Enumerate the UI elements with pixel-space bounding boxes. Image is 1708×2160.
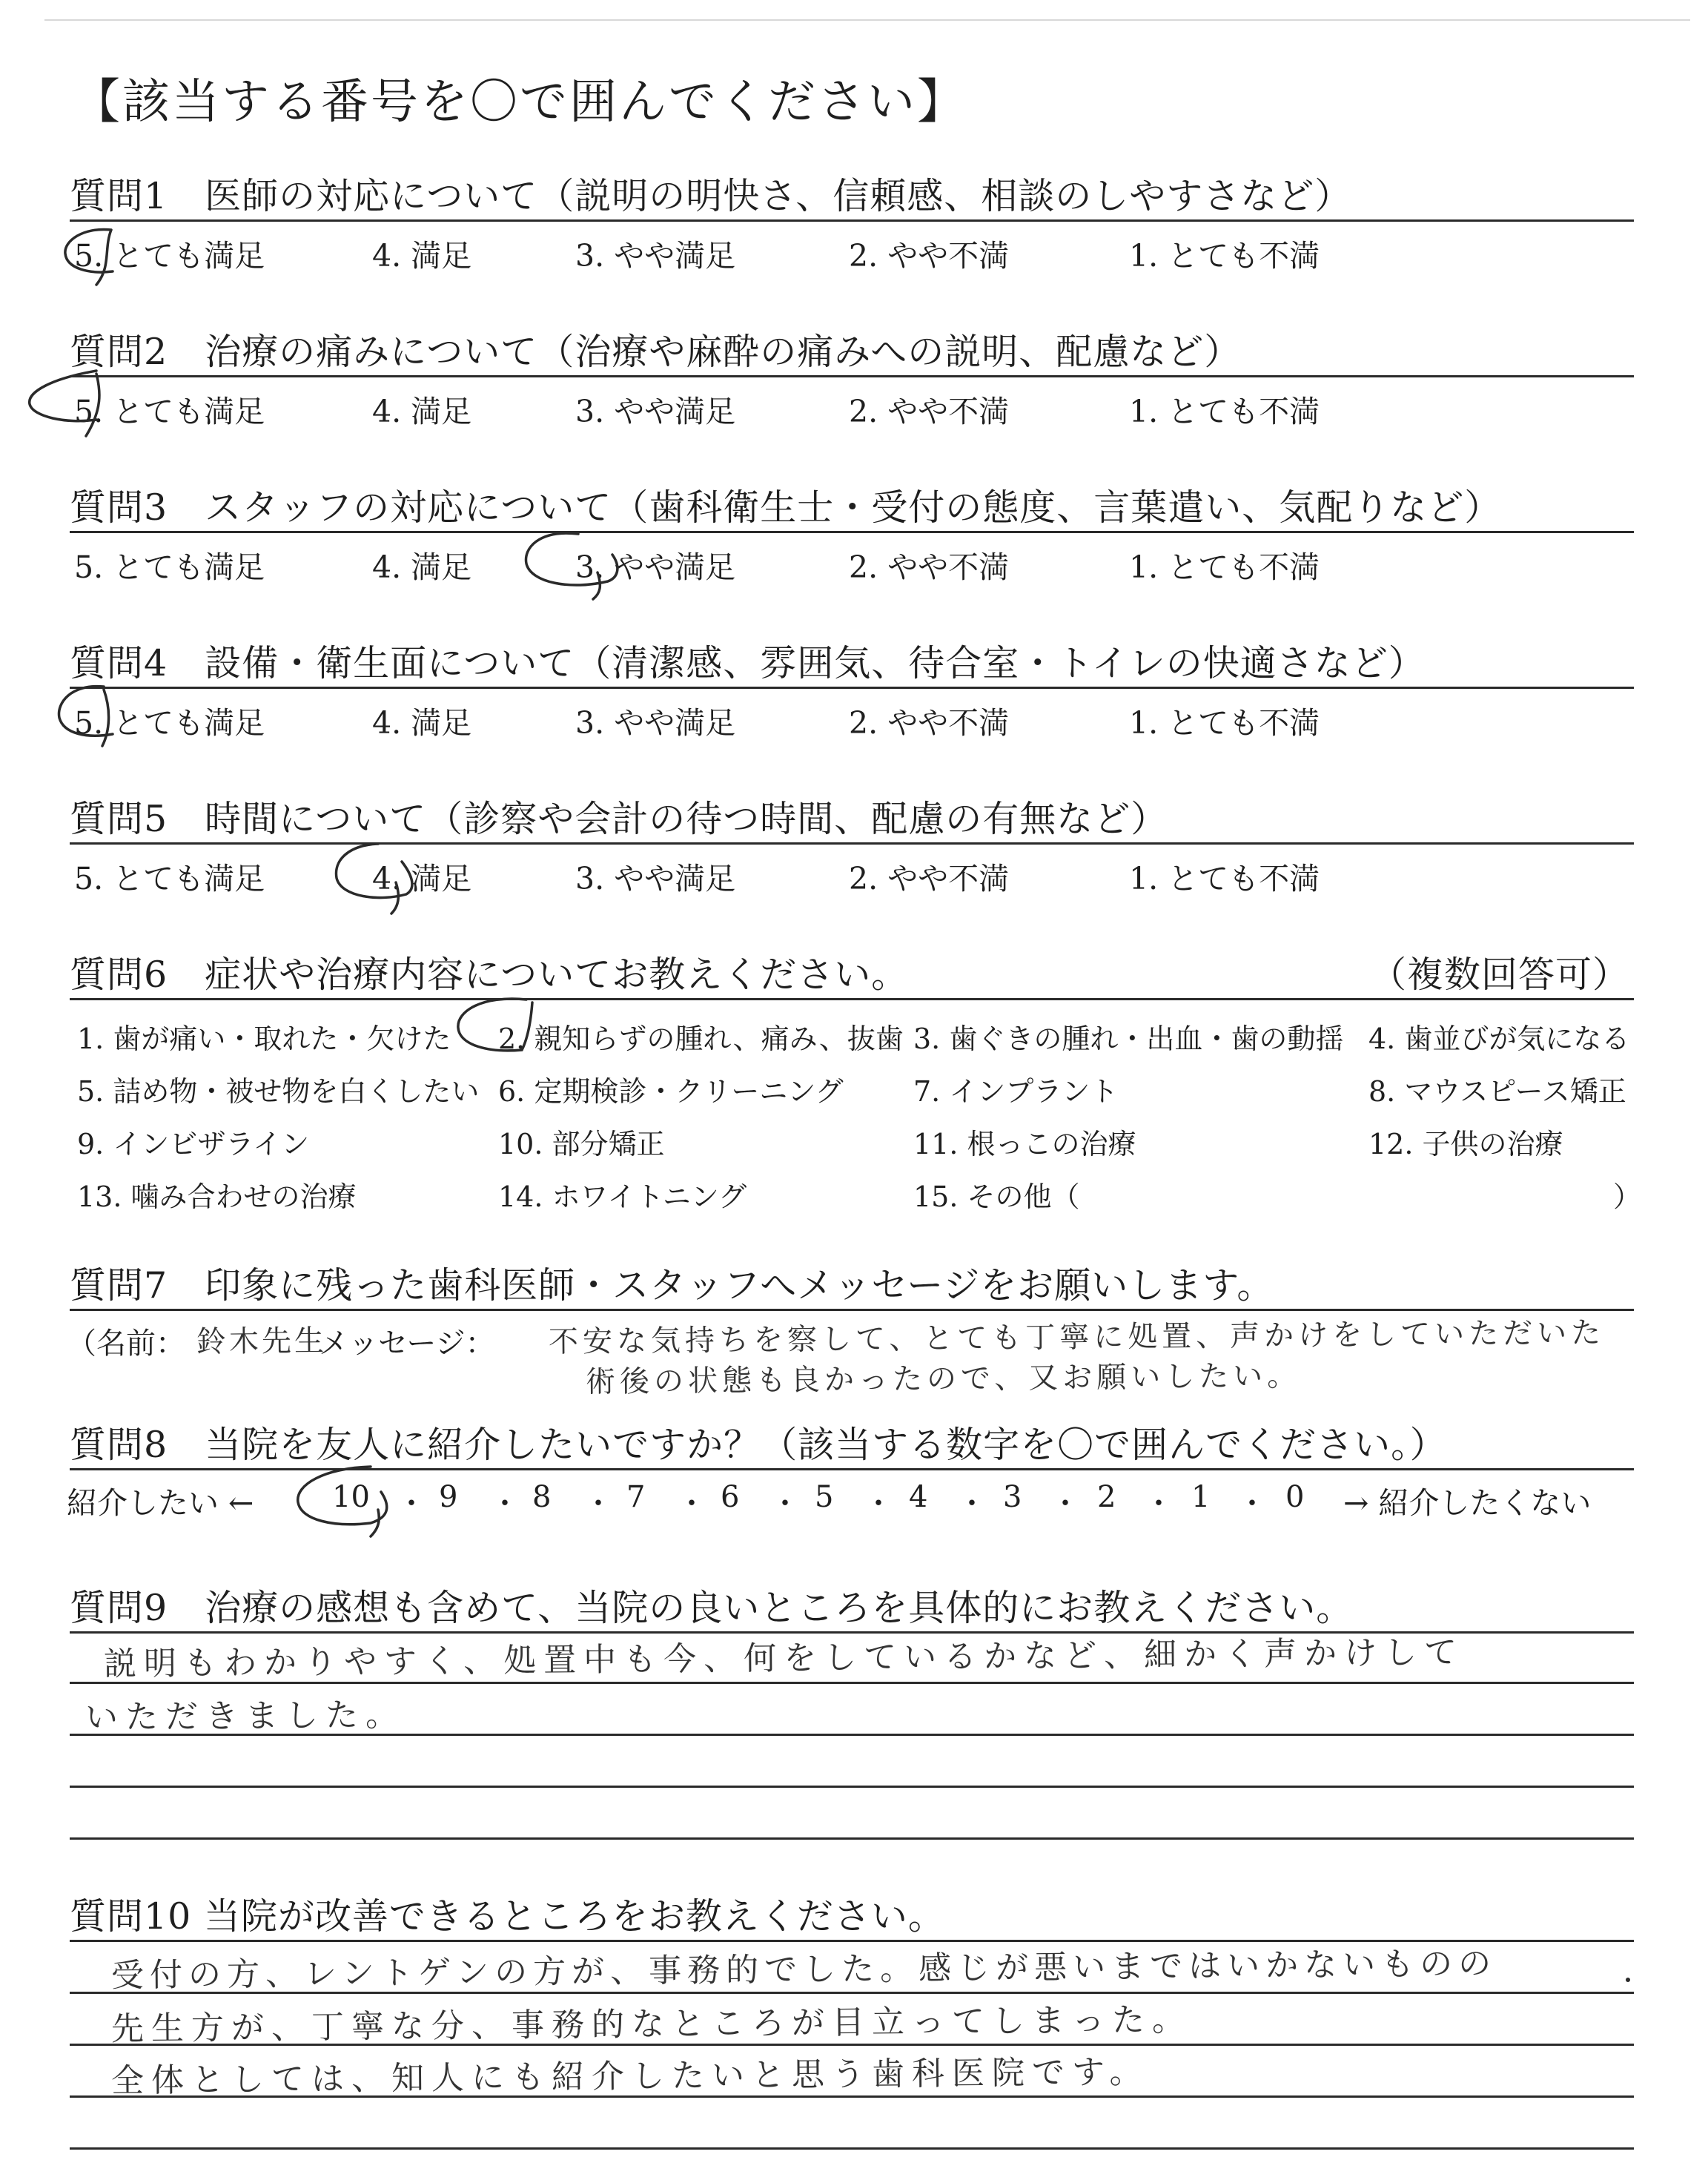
q6-rule <box>70 998 1634 1000</box>
q8-scale-6[interactable]: 6 <box>721 1480 740 1514</box>
q8-scale-5[interactable]: 5 <box>815 1480 834 1514</box>
q8-scale-7[interactable]: 7 <box>626 1480 646 1514</box>
q1-rule <box>70 219 1634 222</box>
q6-item-9[interactable]: 9. インビザライン <box>77 1128 310 1160</box>
q5-option-5[interactable]: 5. とても満足 <box>74 861 265 896</box>
q3-option-1[interactable]: 1. とても不満 <box>1129 549 1320 585</box>
q8-scale-10[interactable]: 10 <box>332 1480 370 1514</box>
q8-sep: ・ <box>677 1487 706 1521</box>
top-edge-line <box>44 19 1690 21</box>
q8-scale-3[interactable]: 3 <box>1003 1480 1022 1514</box>
q8-scale-9[interactable]: 9 <box>439 1480 458 1514</box>
q8-sep: ・ <box>957 1487 987 1521</box>
q2-heading: 質問2 治療の痛みについて（治療や麻酔の痛みへの説明、配慮など） <box>70 331 1242 373</box>
q6-item-15[interactable]: 15. その他（ <box>913 1180 1080 1213</box>
page-title: 【該当する番号を〇で囲んでください】 <box>73 75 967 130</box>
q6-item-5[interactable]: 5. 詰め物・被せ物を白くしたい <box>77 1075 480 1108</box>
q6-heading: 質問6 症状や治療内容についてお教えください。 <box>70 954 909 996</box>
q4-option-4[interactable]: 4. 満足 <box>372 705 472 741</box>
q5-option-1[interactable]: 1. とても不満 <box>1129 861 1320 896</box>
q1-option-3[interactable]: 3. やや満足 <box>575 238 736 274</box>
q9-answer-rule <box>70 1837 1634 1840</box>
q6-item-14[interactable]: 14. ホワイトニング <box>498 1180 747 1213</box>
q8-sep: ・ <box>397 1487 426 1521</box>
q4-heading: 質問4 設備・衛生面について（清潔感、雰囲気、待合室・トイレの快適さなど） <box>70 642 1426 684</box>
q4-rule <box>70 687 1634 689</box>
q8-heading: 質問8 当院を友人に紹介したいですか？（該当する数字を〇で囲んでください。） <box>70 1424 1447 1466</box>
q8-scale-1[interactable]: 1 <box>1191 1480 1211 1514</box>
q8-sep: ・ <box>864 1487 893 1521</box>
q8-rule <box>70 1468 1634 1470</box>
q5-option-4[interactable]: 4. 満足 <box>372 861 472 896</box>
q8-sep: ・ <box>1144 1487 1174 1521</box>
q5-option-2[interactable]: 2. やや不満 <box>849 861 1010 896</box>
q7-name-handwritten: 鈴木先生 <box>196 1324 328 1359</box>
q4-option-5[interactable]: 5. とても満足 <box>74 705 265 741</box>
q1-option-5[interactable]: 5. とても満足 <box>74 238 265 274</box>
q6-item-7[interactable]: 7. インプラント <box>913 1075 1119 1108</box>
q8-sep: ・ <box>490 1487 520 1521</box>
q2-option-3[interactable]: 3. やや満足 <box>575 394 736 429</box>
q6-item-4[interactable]: 4. 歯並びが気になる <box>1368 1023 1630 1055</box>
q6-item-8[interactable]: 8. マウスピース矯正 <box>1368 1075 1626 1108</box>
q3-option-4[interactable]: 4. 満足 <box>372 549 472 585</box>
q6-item-2[interactable]: 2. 親知らずの腫れ、痛み、抜歯 <box>498 1023 904 1055</box>
q7-name-label: （名前： <box>67 1327 185 1361</box>
q10-answer-line-2: 先生方が、丁寧な分、事務的なところが目立ってしまった。 <box>110 2001 1193 2048</box>
q9-heading: 質問9 治療の感想も含めて、当院の良いところを具体的にお教えください。 <box>70 1587 1354 1629</box>
q4-option-1[interactable]: 1. とても不満 <box>1129 705 1320 741</box>
q8-right-label: → 紹介したくない <box>1343 1485 1592 1521</box>
q9-answer-rule <box>70 1786 1634 1788</box>
q1-option-1[interactable]: 1. とても不満 <box>1129 238 1320 274</box>
q10-answer-line-1: 受付の方、レントゲンの方が、事務的でした。感じが悪いまではいかないものの <box>110 1944 1497 1995</box>
q9-answer-line-2: いただきました。 <box>85 1696 406 1737</box>
q8-left-label: 紹介したい ← <box>67 1485 254 1521</box>
q10-heading: 質問10 当院が改善できるところをお教えください。 <box>70 1895 945 1938</box>
q8-scale-8[interactable]: 8 <box>532 1480 552 1514</box>
q6-item-1[interactable]: 1. 歯が痛い・取れた・欠けた <box>77 1023 451 1055</box>
q7-message-line-2: 術後の状態も良かったので、又お願いしたい。 <box>585 1358 1302 1399</box>
q8-scale-2[interactable]: 2 <box>1097 1480 1116 1514</box>
q8-sep: ・ <box>583 1487 613 1521</box>
q1-option-4[interactable]: 4. 満足 <box>372 238 472 274</box>
q4-option-2[interactable]: 2. やや不満 <box>849 705 1010 741</box>
q7-heading: 質問7 印象に残った歯科医師・スタッフへメッセージをお願いします。 <box>70 1264 1274 1307</box>
q8-sep: ・ <box>1237 1487 1267 1521</box>
q5-heading: 質問5 時間について（診察や会計の待つ時間、配慮の有無など） <box>70 798 1168 840</box>
q5-option-3[interactable]: 3. やや満足 <box>575 861 736 896</box>
q8-sep: ・ <box>1050 1487 1080 1521</box>
q4-option-3[interactable]: 3. やや満足 <box>575 705 736 741</box>
q5-rule <box>70 842 1634 845</box>
q3-rule <box>70 531 1634 533</box>
q6-item-12[interactable]: 12. 子供の治療 <box>1368 1128 1563 1160</box>
q6-item-3[interactable]: 3. 歯ぐきの腫れ・出血・歯の動揺 <box>913 1023 1344 1055</box>
q10-answer-line-3: 全体としては、知人にも紹介したいと思う歯科医院です。 <box>110 2052 1150 2100</box>
q3-heading: 質問3 スタッフの対応について（歯科衛生士・受付の態度、言葉遣い、気配りなど） <box>70 486 1502 529</box>
q3-option-5[interactable]: 5. とても満足 <box>74 549 265 585</box>
q6-item-15-close: ） <box>1613 1180 1642 1213</box>
q3-option-3[interactable]: 3. やや満足 <box>575 549 736 585</box>
q1-option-2[interactable]: 2. やや不満 <box>849 238 1010 274</box>
q2-option-5[interactable]: 5. とても満足 <box>74 394 265 429</box>
q2-option-2[interactable]: 2. やや不満 <box>849 394 1010 429</box>
q10-answer-rule <box>70 2147 1634 2150</box>
q7-message-line-1: 不安な気持ちを察して、とても丁寧に処置、声かけをしていただいた <box>548 1315 1606 1359</box>
q1-heading: 質問1 医師の対応について（説明の明快さ、信頼感、相談のしやすさなど） <box>70 175 1352 217</box>
q6-multiple-note: （複数回答可） <box>1370 954 1630 996</box>
q7-message-label: メッセージ： <box>319 1327 495 1361</box>
q2-rule <box>70 375 1634 377</box>
ink-dot <box>1626 1978 1630 1982</box>
q2-option-4[interactable]: 4. 満足 <box>372 394 472 429</box>
q6-item-6[interactable]: 6. 定期検診・クリーニング <box>498 1075 844 1108</box>
q9-answer-line-1: 説明もわかりやすく、処置中も今、何をしているかなど、細かく声かけして <box>103 1633 1465 1683</box>
q6-item-13[interactable]: 13. 噛み合わせの治療 <box>77 1180 357 1213</box>
q8-sep: ・ <box>770 1487 800 1521</box>
q8-scale-0[interactable]: 0 <box>1285 1480 1305 1514</box>
q6-item-11[interactable]: 11. 根っこの治療 <box>913 1128 1136 1160</box>
q8-scale-4[interactable]: 4 <box>909 1480 928 1514</box>
q2-option-1[interactable]: 1. とても不満 <box>1129 394 1320 429</box>
q3-option-2[interactable]: 2. やや不満 <box>849 549 1010 585</box>
q6-item-10[interactable]: 10. 部分矯正 <box>498 1128 665 1160</box>
